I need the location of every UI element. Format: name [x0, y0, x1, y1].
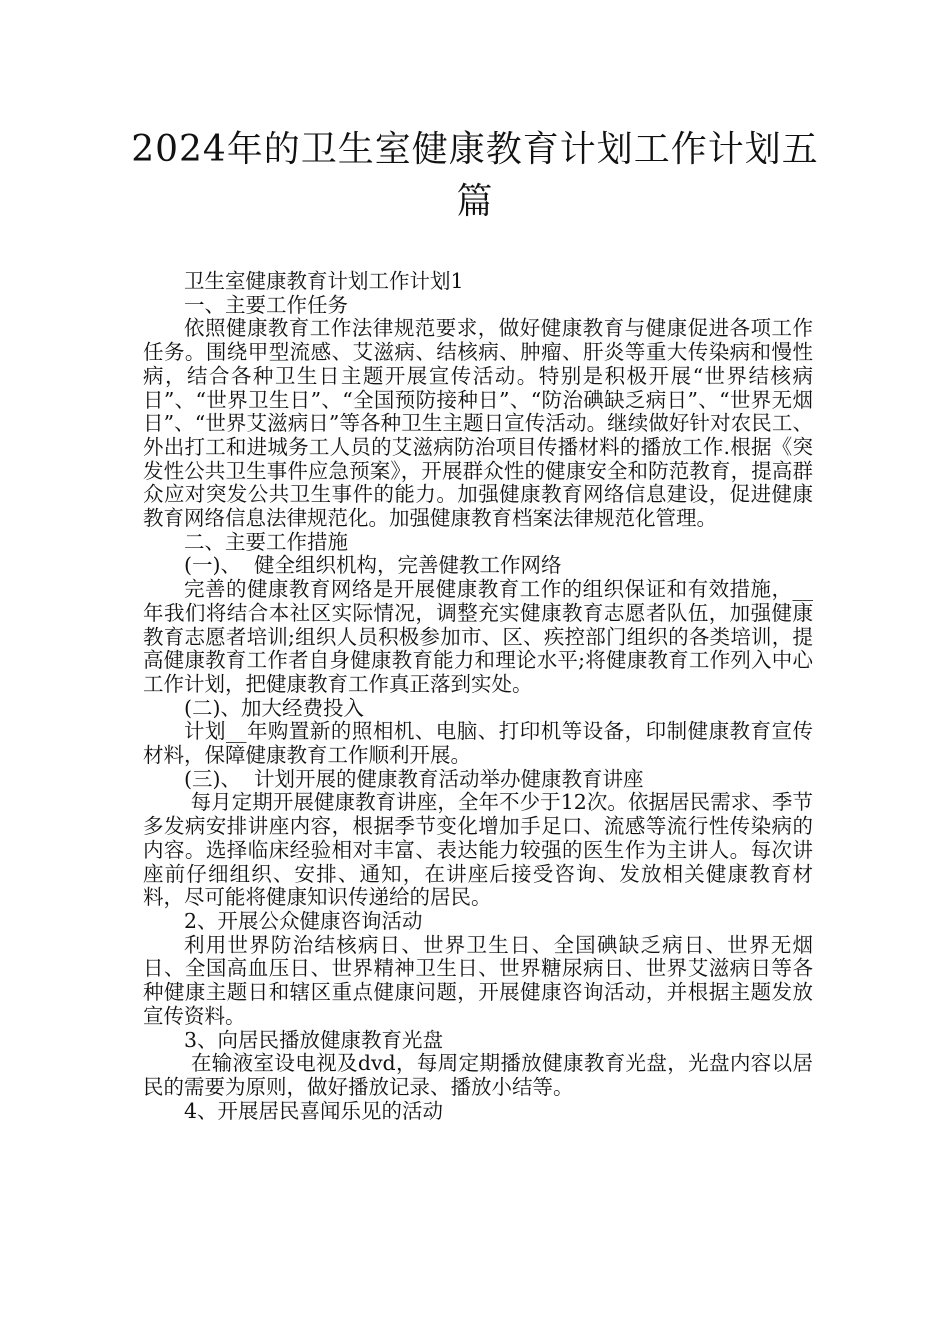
section-heading: 卫生室健康教育计划工作计划1	[184, 269, 464, 293]
sub-heading: (二)、加大经费投入	[184, 695, 364, 720]
body-paragraph: 利用世界防治结核病日、世界卫生日、全国碘缺乏病日、世界无烟日、全国高血压日、世界精神卫生日、世界糖尿病日、世界艾滋病日等各种健康主题日和辖区重点健康问题，开展健康咨询活动，并根据主题发放宣传资料。	[143, 932, 813, 1028]
body-paragraph: 在输液室设电视及dvd，每周定期播放健康教育光盘，光盘内容以居民的需要为原则，做好播放记录、播放小结等。	[143, 1051, 813, 1099]
sub-heading: 2、开展公众健康咨询活动	[184, 908, 423, 933]
section-heading: 二、主要工作措施	[184, 529, 348, 554]
sub-heading: 4、开展居民喜闻乐见的活动	[184, 1098, 444, 1123]
sub-heading: (三)、 计划开展的健康教育活动举办健康教育讲座	[184, 766, 644, 791]
body-paragraph: 每月定期开展健康教育讲座，全年不少于12次。依据居民需求、季节多发病安排讲座内容，根据季节变化增加手足口、流感等流行性传染病的内容。选择临床经验相对丰富、表达能力较强的医生作为主讲人。每次讲座前仔细组织、安排、通知，在讲座后接受咨询、发放相关健康教育材料，尽可能将健康知识传递给的居民。	[143, 790, 813, 910]
body-paragraph: 计划__年购置新的照相机、电脑、打印机等设备，印制健康教育宣传材料，保障健康教育工作顺利开展。	[143, 719, 813, 768]
body-paragraph: 依照健康教育工作法律规范要求，做好健康教育与健康促进各项工作任务。围绕甲型流感、艾滋病、结核病、肿瘤、肝炎等重大传染病和慢性病，结合各种卫生日主题开展宣传活动。特别是积极开展“世界结核病日”、“世界卫生日”、“全国预防接种日”、“防治碘缺乏病日”、“世界无烟日”、“世界艾滋病日”等各种卫生主题日宣传活动。继续做好针对农民工、外出打工和进城务工人员的艾滋病防治项目传播材料的播放工作.根据《突发性公共卫生事件应急预案》，开展群众性的健康安全和防范教育，提高群众应对突发公共卫生事件的能力。加强健康教育网络信息建设，促进健康教育网络信息法律规范化。加强健康教育档案法律规范化管理。	[143, 316, 813, 531]
document-title: 2024年的卫生室健康教育计划工作计划五篇	[131, 129, 819, 222]
sub-heading: 3、向居民播放健康教育光盘	[184, 1027, 444, 1052]
document-body	[143, 270, 813, 1123]
body-paragraph: 完善的健康教育网络是开展健康教育工作的组织保证和有效措施，__年我们将结合本社区实际情况，调整充实健康教育志愿者队伍，加强健康教育志愿者培训;组织人员积极参加市、区、疾控部门组织的各类培训，提高健康教育工作者自身健康教育能力和理论水平;将健康教育工作列入中心工作计划，把健康教育工作真正落到实处。	[143, 577, 813, 696]
section-heading: 一、主要工作任务	[184, 292, 348, 317]
sub-heading: (一)、 健全组织机构，完善健教工作网络	[184, 553, 562, 578]
